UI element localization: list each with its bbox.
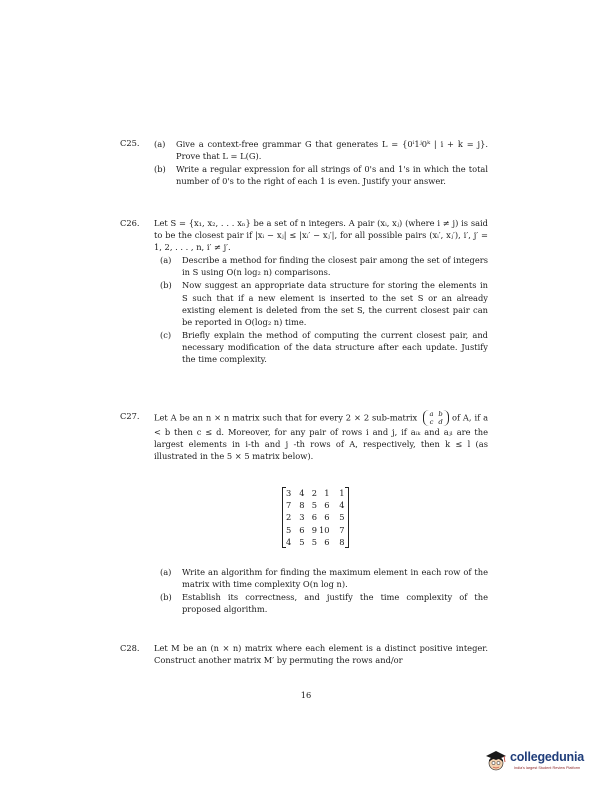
question-number: C25. [120, 138, 140, 148]
submatrix-notation [423, 410, 449, 426]
matrix-cell: 5 [311, 536, 317, 547]
matrix-cell: 6 [324, 500, 330, 511]
part-label: (b) [160, 592, 172, 603]
graduate-mascot-icon [484, 748, 508, 774]
matrix-cell: 6 [311, 512, 317, 523]
part-text: Establish its correctness, and justify the time complexity of the proposed algorithm. [182, 592, 488, 615]
matrix-cell: 9 [311, 524, 317, 535]
part-label: (a) [160, 255, 172, 266]
logo-wordmark: collegedunia [510, 750, 585, 764]
matrix-cell: 4 [299, 488, 305, 498]
part-label: (a) [154, 139, 166, 149]
matrix-cell: 2 [286, 512, 292, 523]
matrix-cell: 5 [311, 500, 317, 511]
matrix-cell: 3 [299, 512, 305, 523]
part-text: Write a regular expression for all strings of 0's and 1's in which the total number of 0's to the right of each 1 is even. Justify your answer. [176, 164, 488, 187]
part-b [160, 279, 488, 327]
part-text: Write an algorithm for finding the maximum element in each row of the matrix with time complexity O(n log n). [182, 567, 488, 590]
page-number: 16 [300, 690, 312, 700]
question-c28 [120, 642, 488, 666]
mini-b: b [438, 410, 443, 418]
logo-tagline: India's largest Student Review Platform [514, 766, 581, 770]
question-number: C28. [120, 643, 140, 653]
matrix-cell: 1 [324, 488, 330, 498]
matrix-cell: 5 [339, 512, 345, 523]
question-intro [154, 410, 488, 462]
part-a [160, 566, 488, 590]
matrix-cell: 8 [299, 500, 305, 511]
part-text: Give a context-free grammar G that generates L = {0ⁱ1ʲ0ᵏ | i + k = j}. Prove that L = L(G). [176, 139, 488, 162]
part-label: (b) [160, 280, 172, 291]
part-text: Now suggest an appropriate data structure for storing the elements in S such that if a new element is inserted to the set S or an already existing element is deleted from the set S, the current closest pair can be reported in O(log₂ n) time. [182, 280, 488, 327]
collegedunia-logo [484, 748, 602, 778]
intro-text: of A, if a < b then c ≤ d. Moreover, for any pair of rows i and j, if aᵢₖ and aⱼₗ are the largest elements in i-th and j -th rows of A, respectively, then k ≤ l (as illustrated in the 5 × 5 matrix below). [154, 412, 489, 462]
question-c27-parts [120, 565, 488, 615]
matrix-cell: 6 [324, 512, 330, 523]
matrix-cell: 2 [311, 488, 317, 498]
part-a [160, 254, 488, 278]
part-label: (a) [160, 567, 172, 577]
question-number: C26. [120, 218, 140, 228]
matrix-cell: 7 [339, 524, 345, 535]
part-a [154, 138, 488, 162]
part-label: (b) [154, 164, 166, 175]
mini-a: a [429, 410, 434, 418]
mini-d: d [438, 418, 443, 426]
matrix-cell: 7 [286, 500, 292, 511]
matrix-cell: 10 [318, 524, 330, 535]
part-b [154, 163, 488, 187]
matrix-cell: 6 [324, 536, 330, 547]
part-c [160, 329, 488, 365]
question-c26 [120, 217, 488, 365]
part-text: Briefly explain the method of computing the current closest pair, and necessary modification of the data structure after each update. Justify the time complexity. [182, 329, 488, 365]
part-text: Describe a method for finding the closest pair among the set of integers in S using O(n log₂ n) comparisons. [182, 255, 488, 278]
matrix-cell: 6 [299, 524, 305, 535]
question-text: Let M be an (n × n) matrix where each element is a distinct positive integer. Construct another matrix M′ by permuting the rows and/or [154, 643, 488, 666]
matrix-cell: 8 [339, 536, 345, 547]
example-matrix [282, 487, 349, 548]
matrix-cell: 5 [299, 536, 305, 547]
matrix-cell: 4 [286, 536, 292, 547]
matrix-cell: 3 [286, 488, 292, 498]
intro-text: Let A be an n × n matrix such that for every 2 × 2 sub-matrix [154, 412, 418, 423]
mini-c: c [429, 418, 434, 426]
question-number: C27. [120, 411, 140, 421]
question-c25 [120, 137, 488, 187]
matrix-cell: 1 [339, 488, 345, 498]
part-label: (c) [160, 329, 172, 340]
question-c27 [120, 410, 488, 462]
part-b [160, 591, 488, 615]
question-intro: Let S = {x₁, x₂, . . . xₙ} be a set of n integers. A pair (xᵢ, xⱼ) (where i ≠ j) is said to be the closest pair if |xᵢ − xⱼ| ≤ |xᵢ′ − xⱼ′|, for all possible pairs (xᵢ′, xⱼ′), i′, j′ = 1, 2, . . . , n, i′ ≠ j′. [154, 218, 488, 253]
matrix-cell: 5 [286, 524, 292, 535]
matrix-cell: 4 [339, 500, 345, 511]
